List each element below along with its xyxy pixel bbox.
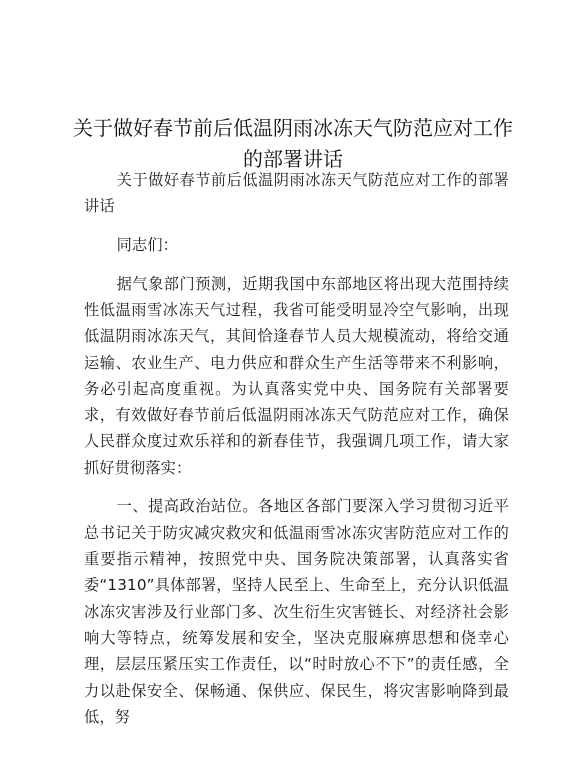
paragraph-heading-repeat: 关于做好春节前后低温阴雨冰冻天气防范应对工作的部署讲话	[84, 171, 509, 216]
document-title: 关于做好春节前后低温阴雨冰冻天气防范应对工作的部署讲话	[73, 116, 513, 172]
paragraph-intro: 据气象部门预测，近期我国中东部地区将出现大范围持续性低温雨雪冰冻天气过程，我省可能受明显冷空气影响，出现低温阴雨冰冻天气，其间恰逢春节人员大规模流动，将给交通运输、农业生产、电力供应和群众生产生活等带来不利影响，务必引起高度重视。为认真落实党中央、国务院有关部署要求，有效做好春节前后低温阴雨冰冻天气防范应对工作，确保人民群众度过欢乐祥和的新春佳节，我强调几项工作，请大家抓好贯彻落实：	[84, 274, 509, 477]
paragraph-salutation: 同志们：	[116, 235, 179, 254]
paragraph-section-1: 一、提高政治站位。各地区各部门要深入学习贯彻习近平总书记关于防灾减灾救灾和低温雨雪冰冻灾害防范应对工作的重要指示精神，按照党中央、国务院决策部署，认真落实省委“1310”具体部署，坚持人民至上、生命至上，充分认识低温冰冻灾害涉及行业部门多、次生衍生灾害链长、对经济社会影响大等特点，统筹发展和安全，坚决克服麻痹思想和侥幸心理，层层压紧压实工作责任，以“时时放心不下”的责任感，全力以赴保安全、保畅通、保供应、保民生，将灾害影响降到最低，努	[84, 497, 509, 726]
document-body	[84, 167, 509, 743]
